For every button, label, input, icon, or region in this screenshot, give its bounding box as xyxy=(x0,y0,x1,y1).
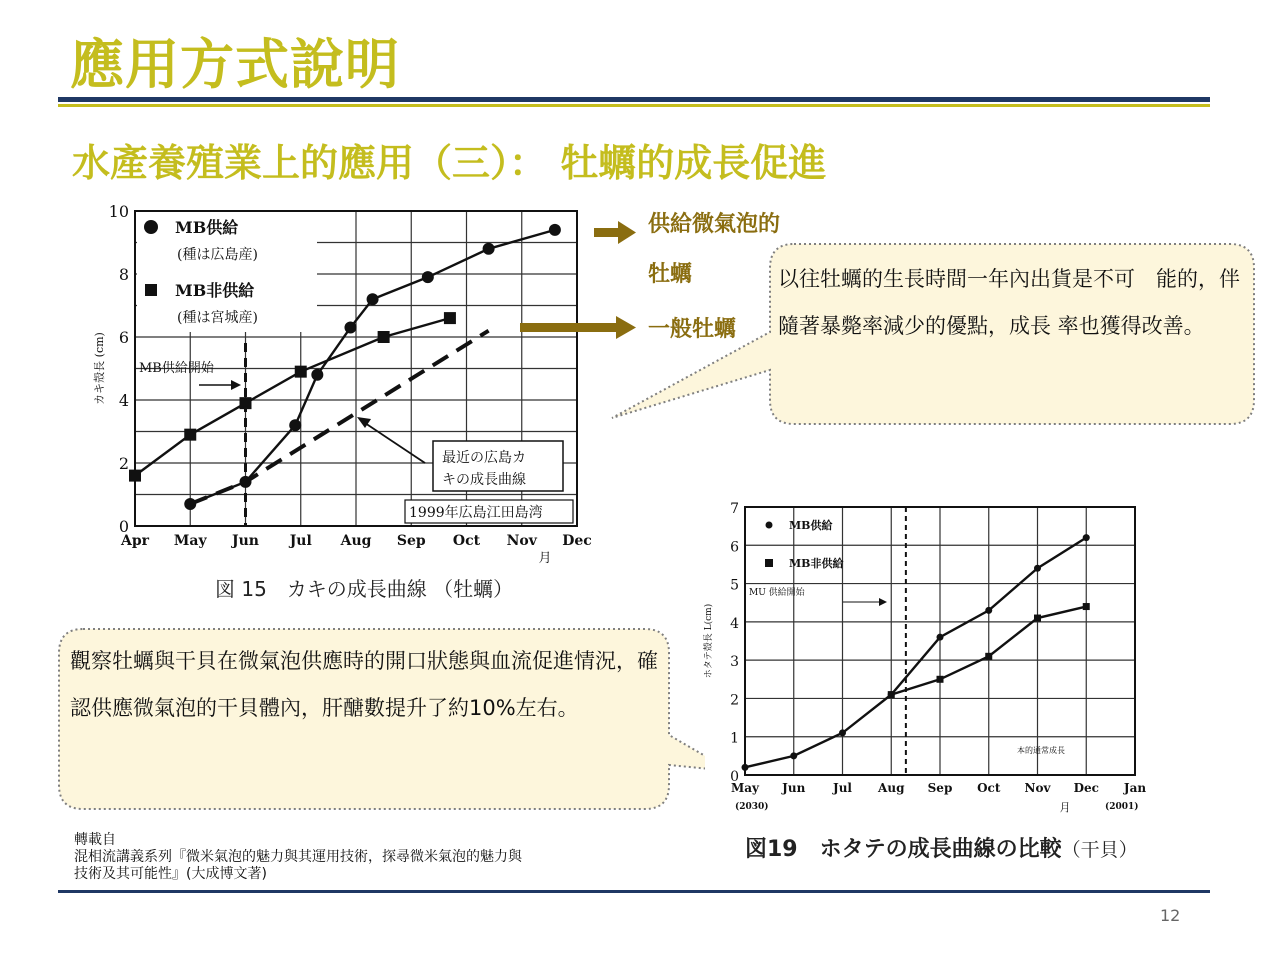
y-axis-label: カキ殻長 (cm) xyxy=(93,332,106,405)
legend2-label-mb-nonsupply: MB非供給 xyxy=(789,557,844,570)
label-supply-oyster: 供給微氣泡的牡蠣 xyxy=(648,212,781,287)
series-marker-circle xyxy=(344,322,356,334)
footer-rule xyxy=(58,890,1210,893)
callout-left-text: 觀察牡蠣與干貝在微氣泡供應時的開口狀態與血流促進情況，確認供應微氣泡的干貝體內，肝醣數提升了約10%左右。 xyxy=(70,649,658,720)
series-marker-square xyxy=(295,366,307,378)
scallop-caption-suffix: （干貝） xyxy=(1061,839,1138,861)
series-marker-circle xyxy=(937,634,944,641)
x-tick-label: Sep xyxy=(396,533,426,549)
series-marker-square xyxy=(184,429,196,441)
x-tick-label: May xyxy=(730,781,760,795)
y-tick-label: 3 xyxy=(730,654,739,671)
curve-label-line-1: 最近の広島カ xyxy=(442,450,526,466)
y-tick-label: 6 xyxy=(730,539,739,556)
x-tick-label: Dec xyxy=(1073,781,1099,795)
y-axis-label: ホタテ殻長 L(cm) xyxy=(704,603,714,679)
legend-note-nonsupply: (種は宮城産) xyxy=(177,310,258,326)
y-tick-label: 0 xyxy=(730,769,739,785)
legend2-label-mb-supply: MB供給 xyxy=(789,519,833,532)
y-tick-label: 6 xyxy=(118,328,129,347)
oyster-chart-caption: 図 15 カキの成長曲線 （牡蠣） xyxy=(215,577,514,601)
y-tick-label: 1 xyxy=(730,730,739,747)
y-tick-label: 4 xyxy=(730,615,739,632)
x-tick-label: Jul xyxy=(833,781,852,795)
callout-top-text: 以往牡蠣的生長時間一年內出貨是不可 能的，伴隨著暴斃率減少的優點，成長 率也獲得改善。 xyxy=(778,267,1240,338)
legend-label-mb-nonsupply: MB非供給 xyxy=(175,281,255,300)
series-marker-circle xyxy=(839,729,846,736)
x-tick-label: Aug xyxy=(340,533,372,549)
series-marker-square xyxy=(888,691,895,698)
x-tick-label: Jun xyxy=(232,533,259,549)
year-end-label: (2001) xyxy=(1105,802,1139,812)
x-tick-label: Jan xyxy=(1123,781,1147,795)
series-marker-square xyxy=(378,331,390,343)
x-axis-label: 月 xyxy=(1059,801,1071,814)
series-marker-circle xyxy=(742,764,749,771)
label-normal-oyster: 一般牡蠣 xyxy=(648,317,737,342)
y-tick-label: 0 xyxy=(118,517,129,536)
series-marker-circle xyxy=(483,243,495,255)
y-tick-label: 2 xyxy=(118,454,129,473)
series-marker-square xyxy=(1034,615,1041,622)
series-marker-circle xyxy=(1083,534,1090,541)
annotation-mb-start: MB供給開始 xyxy=(139,361,214,376)
series-marker-square xyxy=(129,470,141,482)
series-marker-square xyxy=(985,653,992,660)
credit-line-2: 混相流講義系列『微米氣泡的魅力與其運用技術，探尋微米氣泡的魅力與 xyxy=(74,849,522,865)
x-tick-label: Oct xyxy=(977,781,1001,795)
series-marker-circle xyxy=(311,369,323,381)
y-tick-label: 10 xyxy=(108,202,129,221)
series-marker-square xyxy=(444,312,456,324)
x-tick-label: Nov xyxy=(506,533,537,549)
x-tick-label: Jul xyxy=(289,533,312,549)
page-number: 12 xyxy=(1160,906,1181,925)
scallop-caption-main: 図19 ホタテの成長曲線の比較 xyxy=(745,837,1062,862)
y-tick-label: 7 xyxy=(730,501,739,517)
x-axis-label: 月 xyxy=(538,551,552,566)
series-marker-circle xyxy=(367,293,379,305)
series-marker-circle xyxy=(790,752,797,759)
x-tick-label: Aug xyxy=(878,781,905,795)
legend-note-supply: (種は広島産) xyxy=(177,247,258,263)
scallop-chart-caption xyxy=(745,832,1138,863)
credit-line-3: 技術及其可能性』(大成博文著) xyxy=(74,866,267,882)
legend-marker-square xyxy=(145,284,157,296)
x-tick-label: Apr xyxy=(120,533,150,549)
y-tick-label: 5 xyxy=(730,577,739,594)
series-marker-square xyxy=(1083,603,1090,610)
y-tick-label: 4 xyxy=(118,391,129,410)
x-tick-label: Oct xyxy=(452,533,481,549)
slide-subtitle: 水產養殖業上的應用（三）： 牡蠣的成長促進 xyxy=(72,141,827,185)
annotation2-mb-start: MU 供給開始 xyxy=(749,588,805,598)
y-tick-label: 8 xyxy=(118,265,129,284)
scallop-growth-chart xyxy=(705,495,1155,825)
series-marker-circle xyxy=(289,419,301,431)
year-start-label: (2030) xyxy=(735,802,769,812)
y-tick-label: 2 xyxy=(730,692,739,709)
source-credit xyxy=(74,832,522,883)
x-tick-label: Jun xyxy=(782,781,806,795)
slide-title: 應用方式說明 xyxy=(70,33,400,96)
location-label: 1999年広島江田島湾 xyxy=(409,505,543,521)
legend2-marker-square xyxy=(765,559,773,567)
x-tick-label: Nov xyxy=(1024,781,1051,795)
series-marker-square xyxy=(937,676,944,683)
legend-marker-circle xyxy=(144,220,158,234)
series-marker-circle xyxy=(985,607,992,614)
curve-label-line-2: キの成長曲線 xyxy=(442,472,526,488)
x-tick-label: Sep xyxy=(927,781,953,795)
series-marker-circle xyxy=(422,271,434,283)
title-rule-navy xyxy=(58,97,1210,102)
title-rule-olive xyxy=(58,104,1210,107)
legend-label-mb-supply: MB供給 xyxy=(175,218,239,237)
x-tick-label: May xyxy=(173,533,207,549)
credit-line-1: 轉載自 xyxy=(74,832,116,848)
annotation2-note: 本的通常成長 xyxy=(1017,746,1065,755)
legend2-marker-circle xyxy=(766,522,773,529)
series-marker-circle xyxy=(1034,565,1041,572)
x-tick-label: Dec xyxy=(562,533,592,549)
